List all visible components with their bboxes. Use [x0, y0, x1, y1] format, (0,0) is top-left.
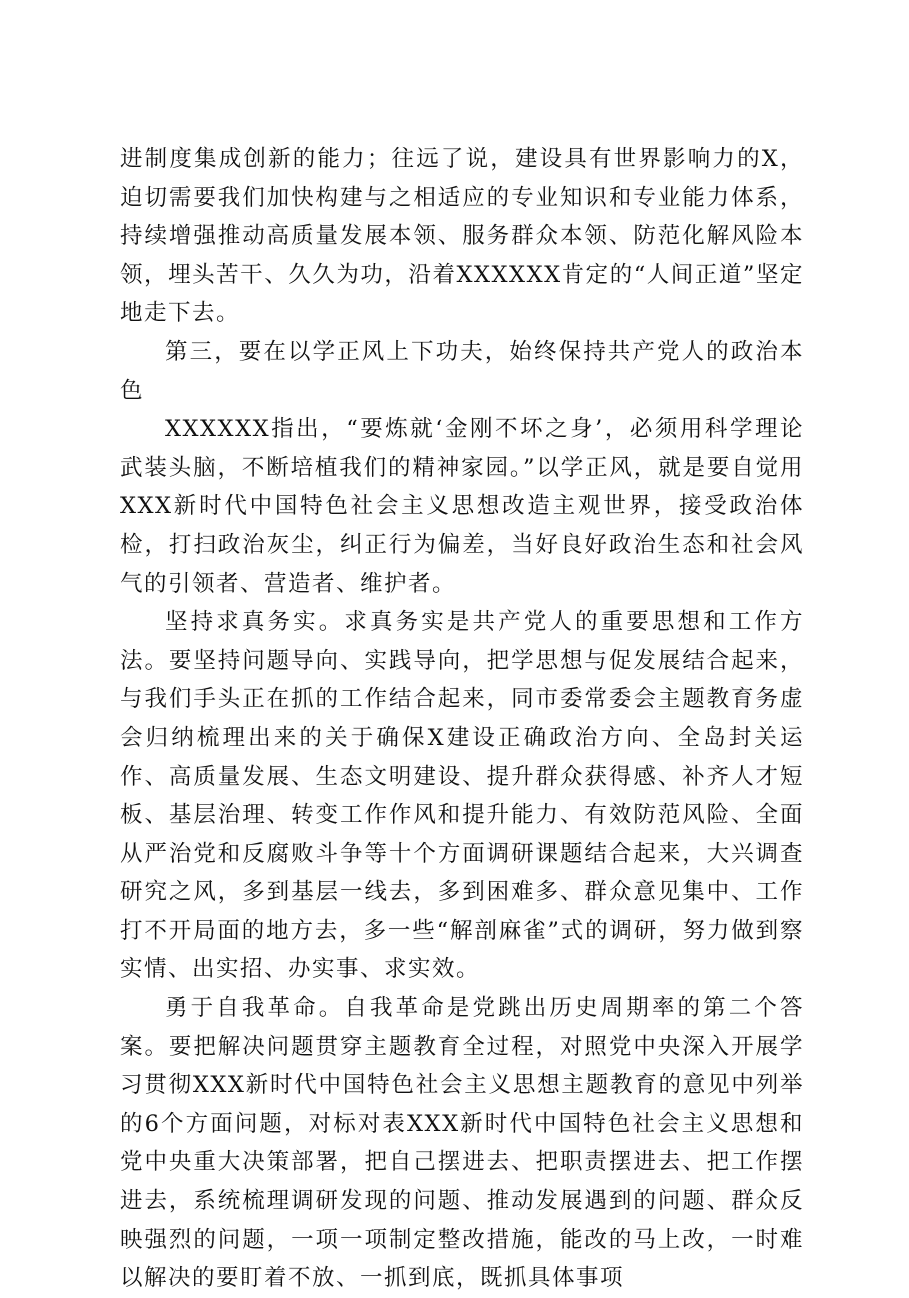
- paragraph-continuation: 进制度集成创新的能力；往远了说，建设具有世界影响力的X，迫切需要我们加快构建与之相适应的专业知识和专业能力体系，持续增强推动高质量发展本领、服务群众本领、防范化解风险本领，埋头苦干、久久为功，沿着XXXXXX肯定的“人间正道”坚定地走下去。: [120, 146, 804, 327]
- paragraph-self-revolution: 勇于自我革命。自我革命是党跳出历史周期率的第二个答案。要把解决问题贯穿主题教育全过程，对照党中央深入开展学习贯彻XXX新时代中国特色社会主义思想主题教育的意见中列举的6个方面问题，对标对表XXX新时代中国特色社会主义思想和党中央重大决策部署，把自己摆进去、把职责摆进去、把工作摆进去，系统梳理调研发现的问题、推动发展遇到的问题、群众反映强烈的问题，一项一项制定整改措施，能改的马上改，一时难以解决的要盯着不放、一抓到底，既抓具体事项: [120, 995, 804, 1292]
- section-heading-third: 第三，要在以学正风上下功夫，始终保持共产党人的政治本色: [120, 338, 804, 404]
- paragraph-seek-truth: 坚持求真务实。求真务实是共产党人的重要思想和工作方法。要坚持问题导向、实践导向，把学思想与促发展结合起来，与我们手头正在抓的工作结合起来，同市委常委会主题教育务虚会归纳梳理出来的关于确保X建设正确政治方向、全岛封关运作、高质量发展、生态文明建设、提升群众获得感、补齐人才短板、基层治理、转变工作作风和提升能力、有效防范风险、全面从严治党和反腐败斗争等十个方面调研课题结合起来，大兴调查研究之风，多到基层一线去，多到困难多、群众意见集中、工作打不开局面的地方去，多一些“解剖麻雀”式的调研，努力做到察实情、出实招、办实事、求实效。: [120, 609, 804, 983]
- document-body: [120, 140, 804, 1298]
- paragraph-quote: XXXXXX指出，“要炼就‘金刚不坏之身’，必须用科学理论武装头脑，不断培植我们的精神家园。”以学正风，就是要自觉用XXX新时代中国特色社会主义思想改造主观世界，接受政治体检，打扫政治灰尘，纠正行为偏差，当好良好政治生态和社会风气的引领者、营造者、维护者。: [120, 416, 804, 597]
